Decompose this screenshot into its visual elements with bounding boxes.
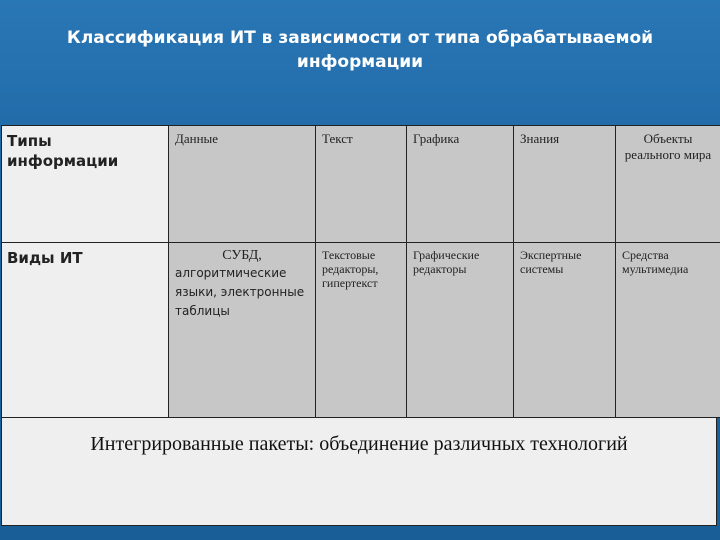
cell-dbms-line1: СУБД, [222,248,262,263]
cell-dbms [169,243,316,418]
classification-table [1,125,720,418]
table-row [2,126,720,243]
table-row [2,243,720,418]
cell-multimedia: Средства мультимедиа [616,243,720,418]
integrated-packages-text: Интегрированные пакеты: объединение различных технологий [90,433,628,455]
row-header-it-kinds: Виды ИТ [2,243,169,418]
cell-real-objects: Объекты реального мира [616,126,720,243]
cell-graphics-editors: Графические редакторы [407,243,514,418]
cell-graphics: Графика [407,126,514,243]
row-header-info-types: Типы информации [2,126,169,243]
slide-title-line2: информации [296,52,424,72]
cell-expert-systems: Экспертные системы [514,243,616,418]
cell-data: Данные [169,126,316,243]
slide-title [40,26,680,74]
cell-text: Текст [316,126,407,243]
cell-text-editors: Текстовые редакторы, гипертекст [316,243,407,418]
slide-title-line1: Классификация ИТ в зависимости от типа обрабатываемой [66,28,654,48]
cell-dbms-rest: алгоритмические языки, электронные таблицы [175,266,305,318]
cell-knowledge: Знания [514,126,616,243]
integrated-packages-box [1,417,717,526]
